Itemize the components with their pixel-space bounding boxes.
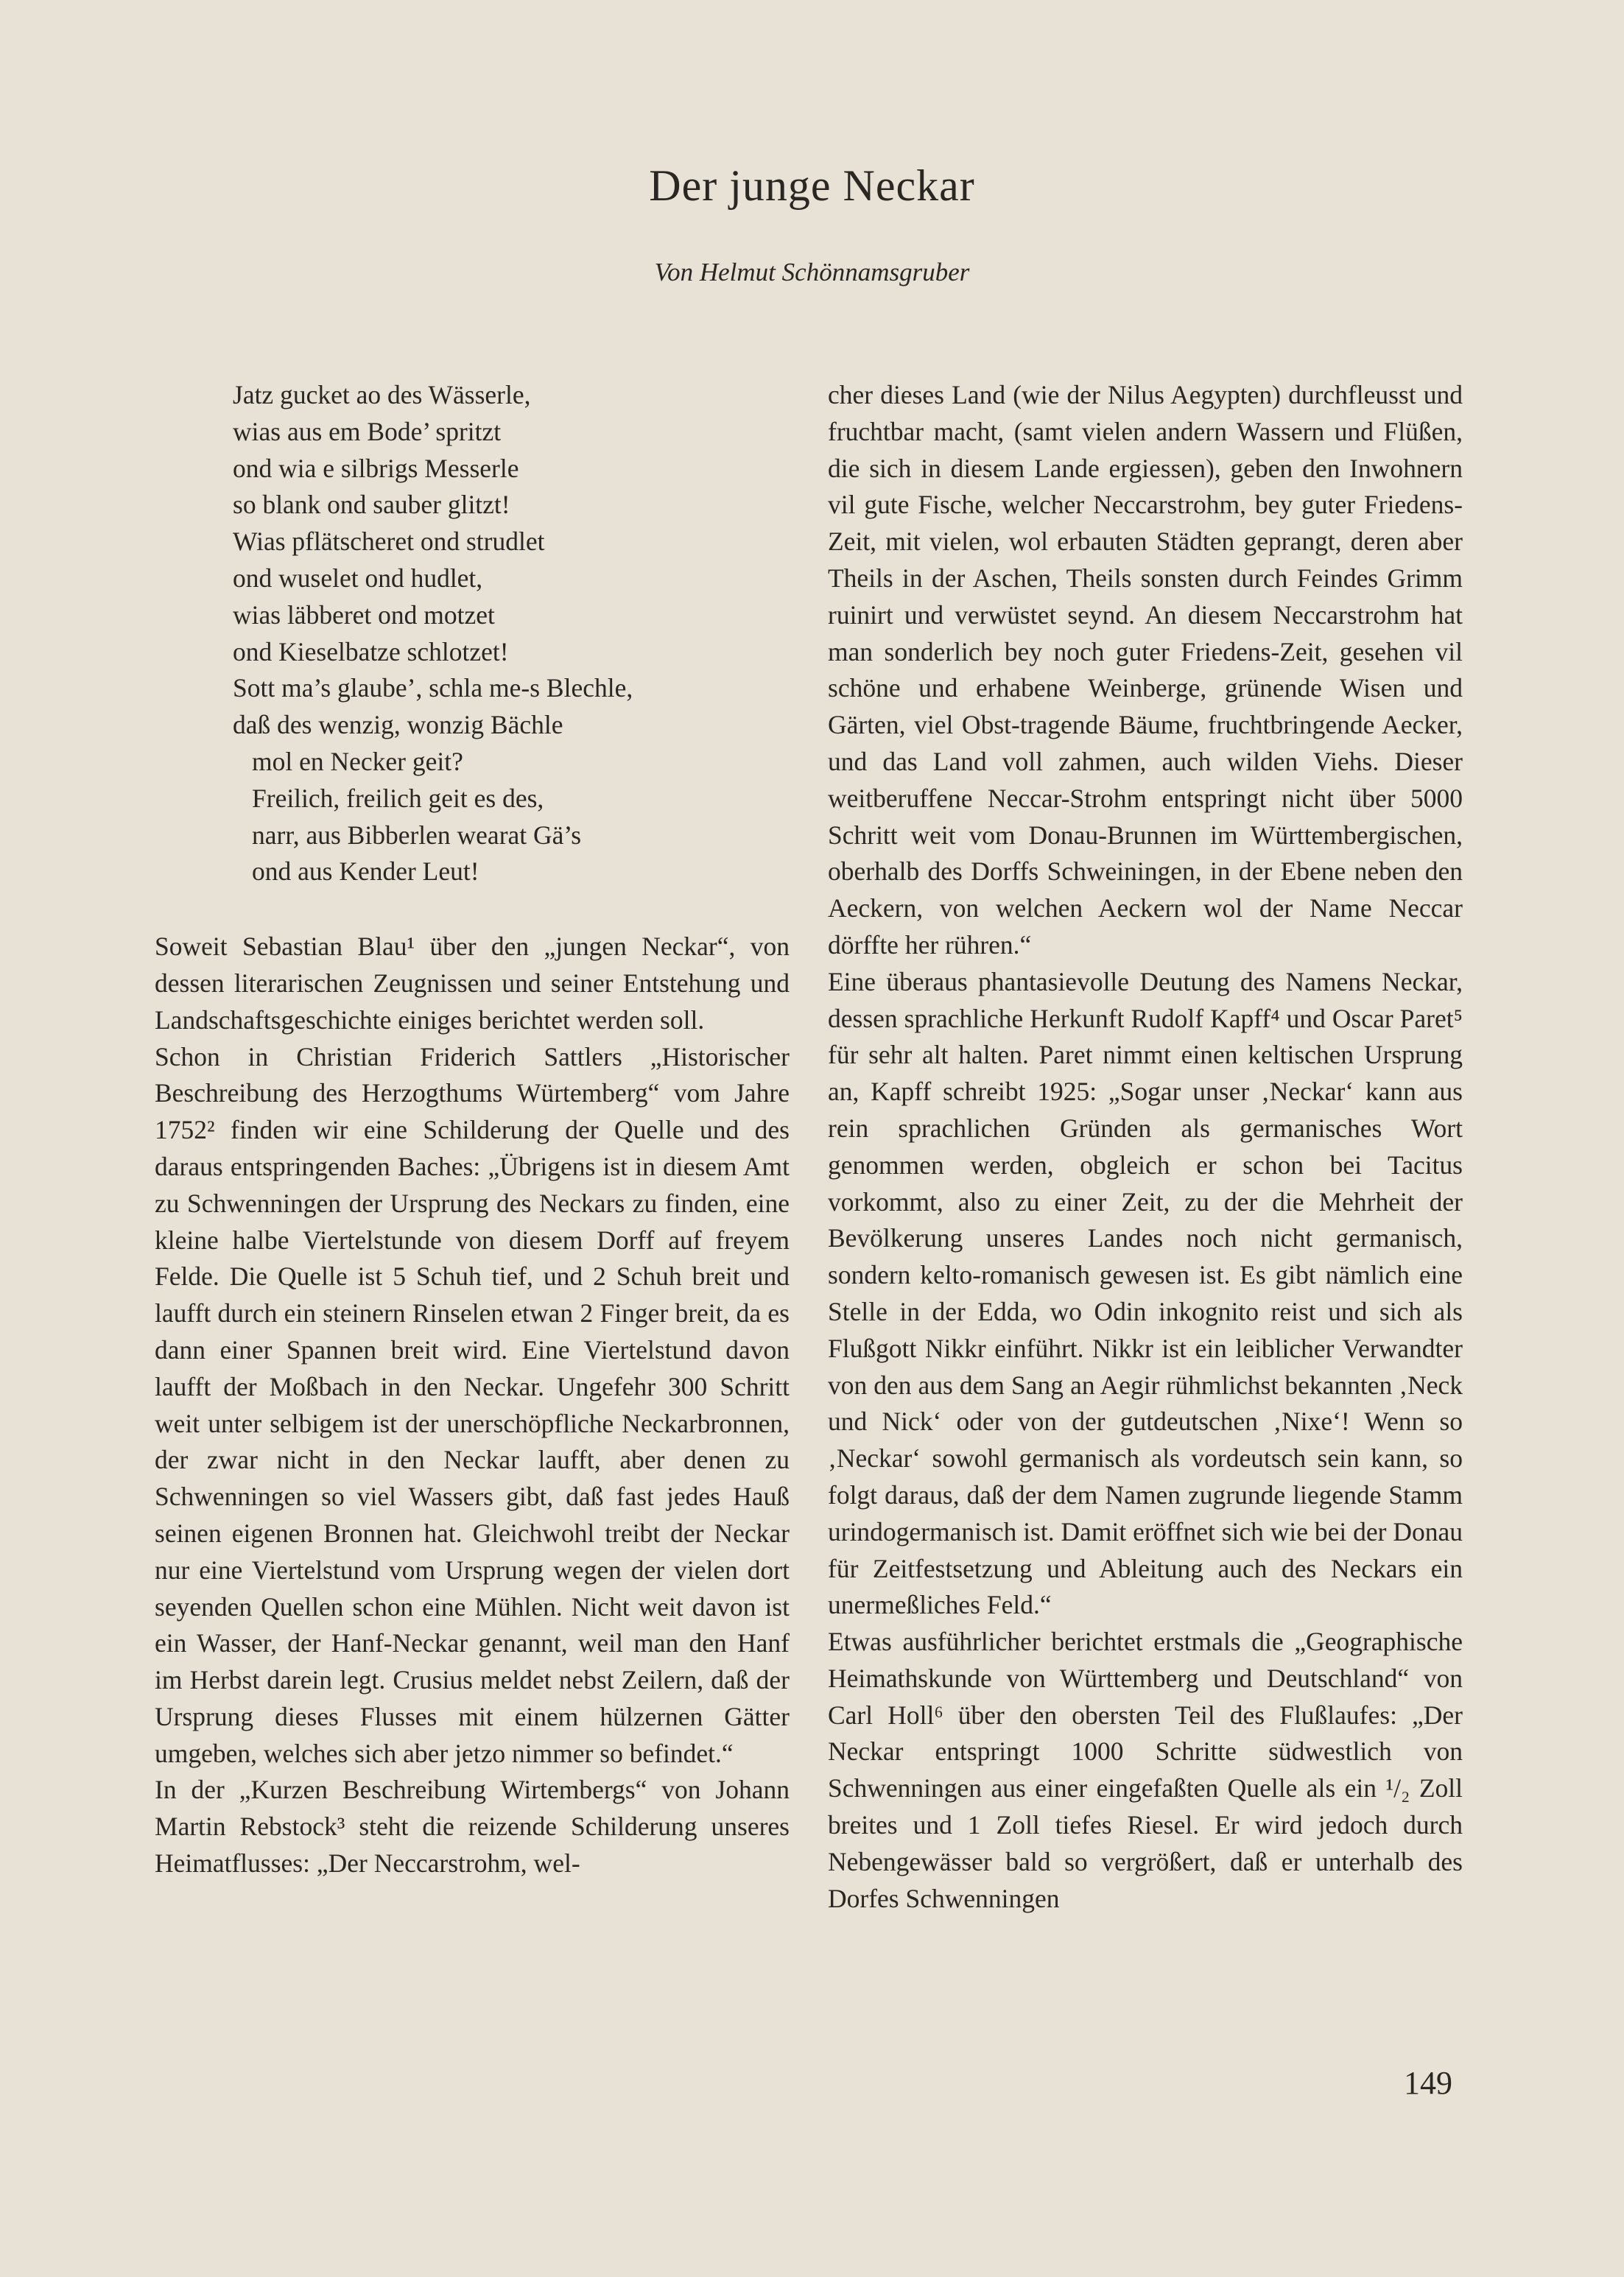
poem-line: so blank ond sauber glitzt! [233,490,510,520]
article-title: Der junge Neckar [649,161,975,210]
poem-line: ond wuselet ond hudlet, [233,563,483,593]
poem-line: mol en Necker geit? [252,746,463,776]
poem-line: daß des wenzig, wonzig Bächle [233,710,563,740]
body-paragraph: Soweit Sebastian Blau¹ über den „jungen Neckar“, von dessen literarischen Zeugnissen und seiner Entstehung und Landschaftsgeschichte einiges berichtet werden soll. [155,932,790,1035]
poem-line: wias aus em Bode’ spritzt [233,416,502,446]
poem [233,377,790,890]
right-column [828,377,1463,1917]
page-number: 149 [1404,2065,1452,2101]
body-paragraph: Schon in Christian Friderich Sattlers „Historischer Beschreibung des Herzogthums Würtemberg“ vom Jahre 1752² finden wir eine Schilderung der Quelle und des daraus entspringenden Baches: „Übrigens ist in diesem Amt zu Schwenningen der Ursprung des Neckars zu finden, eine kleine halbe Viertelstunde von diesem Dorff auf freyem Felde. Die Quelle ist 5 Schuh tief, und 2 Schuh breit und laufft durch ein steinern Rinselen etwan 2 Finger breit, da es dann einer Spannen breit wird. Eine Viertelstund davon laufft der Moßbach in den Neckar. Ungefehr 300 Schritt weit unter selbigem ist der unerschöpfliche Neckarbronnen, der zwar nicht in den Neckar laufft, aber denen zu Schwenningen so viel Wassers gibt, daß fast jedes Hauß seinen eigenen Bronnen hat. Gleichwohl treibt der Neckar nur eine Viertelstund vom Ursprung wegen der vielen dort seyenden Quellen schon eine Mühlen. Nicht weit davon ist ein Wasser, der Hanf-Neckar genannt, weil man den Hanf im Herbst darein legt. Crusius meldet nebst Zeilern, daß der Ursprung dieses Flusses mit einem hülzernen Gätter umgeben, welches sich aber jetzo nimmer so befindet.“ [155,1041,790,1768]
poem-line: Freilich, freilich geit es des, [252,783,544,813]
poem-line: ond Kieselbatze schlotzet! [233,636,509,666]
body-paragraph: Eine überaus phantasievolle Deutung des Namens Neckar, dessen sprachliche Herkunft Rudolf Kapff⁴ und Oscar Paret⁵ für sehr alt halten. Paret nimmt einen keltischen Ursprung an, Kapff schreibt 1925: „Sogar unser ‚Neckar‘ kann aus rein sprachlichen Gründen als germanisches Wort genommen werden, obgleich er schon bei Tacitus vorkommt, also zu einer Zeit, zu der die Mehrheit der Bevölkerung unseres Landes noch nicht germanisch, sondern kelto-romanisch gewesen ist. Es gibt nämlich eine Stelle in der Edda, wo Odin inkognito reist und sich als Flußgott Nikkr einführt. Nikkr ist ein leiblicher Verwandter von den aus dem Sang an Aegir rühmlichst bekannten ‚Neck und Nick‘ oder von der gutdeutschen ‚Nixe‘! Wenn so ‚Neckar‘ sowohl germanisch als vordeutsch sein kann, so folgt daraus, daß der dem Namen zugrunde liegende Stamm urindogermanisch ist. Damit eröffnet sich wie bei der Donau für Zeitfestsetzung und Ableitung auch des Neckars ein unermeßliches Feld.“ [828,966,1463,1620]
poem-line: Jatz gucket ao des Wässerle, [233,380,531,409]
poem-line: wias läbberet ond motzet [233,599,495,630]
body-paragraph: cher dieses Land (wie der Nilus Aegypten) durchfleusst und fruchtbar macht, (samt vielen andern Wassern und Flüßen, die sich in diesem Lande ergiessen), geben den Inwohnern vil gute Fische, welcher Neccarstrohm, bey guter Friedens-Zeit, mit vielen, wol erbauten Städten geprangt, deren aber Theils in der Aschen, Theils sonsten durch Feindes Grimm ruinirt und verwüstet seynd. An diesem Neccarstrohm hat man sonderlich bey noch guter Friedens-Zeit, gesehen vil schöne und erhabene Weinberge, grünende Wisen und Gärten, viel Obst-tragende Bäume, fruchtbringende Aecker, und das Land voll zahmen, auch wilden Viehs. Dieser weitberuffene Neccar-Strohm entspringt nicht über 5000 Schritt weit vom Donau-Brunnen im Württembergischen, oberhalb des Dorffs Schweiningen, in der Ebene neben den Aeckern, von welchen Aeckern wol der Name Neccar dörffte her rühren.“ [828,380,1463,960]
poem-line: ond aus Kender Leut! [252,856,479,887]
poem-line: Sott ma’s glaube’, schla me-s Blechle, [233,673,633,703]
body-paragraph: Etwas ausführlicher berichtet erstmals die „Geographische Heimathskunde von Württemberg und Deutschland“ von Carl Holl⁶ über den obersten Teil des Flußlaufes: „Der Neckar entspringt 1000 Schritte südwestlich von Schwenningen aus einer eingefaßten Quelle als ein ¹/₂ Zoll breites und 1 Zoll tiefes Riesel. Er wird jedoch durch Nebengewässer bald so vergrößert, daß er unterhalb des Dorfes Schwenningen [828,1627,1463,1913]
poem-line: narr, aus Bibberlen wearat Gä’s [252,820,582,850]
poem-line: ond wia e silbrigs Messerle [233,453,519,483]
article-byline: Von Helmut Schönnamsgruber [654,258,970,286]
left-column [155,377,790,1882]
body-paragraph: In der „Kurzen Beschreibung Wirtembergs“ von Johann Martin Rebstock³ steht die reizende Schilderung unseres Heimatflusses: „Der Neccarstrohm, wel- [155,1775,790,1879]
poem-line: Wias pflätscheret ond strudlet [233,527,545,557]
